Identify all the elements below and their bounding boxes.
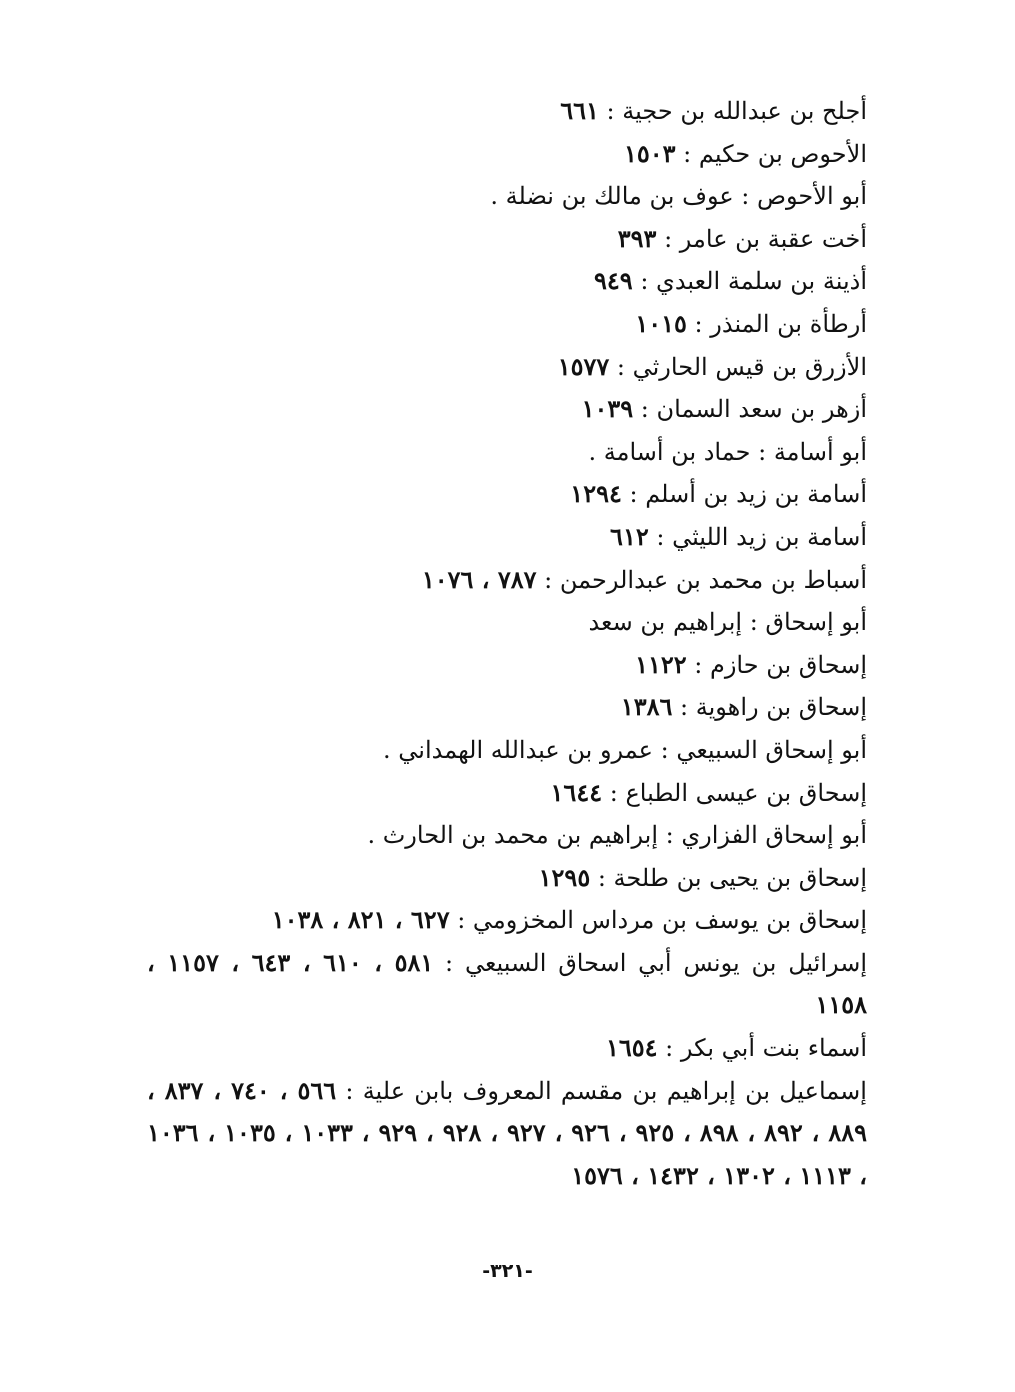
index-entry-list (147, 90, 867, 1197)
entry-name: إسحاق بن يوسف بن مرداس المخزومي (472, 906, 867, 935)
entry-name: الأحوص بن حكيم (698, 139, 867, 168)
entry-separator: : (658, 821, 682, 850)
entry-name: أسامة بن زيد بن أسلم (645, 480, 867, 509)
index-entry (147, 942, 867, 1027)
entry-page-refs: ١٦٤٤ (550, 777, 603, 807)
entry-page-refs: ١٠٣٩ (581, 394, 634, 424)
entry-page-refs: ١٠١٥ (635, 308, 687, 338)
entry-separator: : (609, 352, 633, 381)
entry-cross-reference: عمرو بن عبدالله الهمداني . (383, 735, 653, 764)
entry-name: أسماء بنت أبي بكر (680, 1034, 867, 1063)
entry-name: أخت عقبة بن عامر (679, 224, 867, 253)
entry-page-refs: ٥٨١ ، ٦١٠ ، ٦٤٣ ، ١١٥٧ ، ١١٥٨ (147, 947, 867, 1020)
entry-separator: : (433, 948, 465, 977)
entry-separator: : (686, 309, 711, 338)
entry-name: إسحاق بن عيسى الطباع (625, 778, 867, 807)
page-number: -٣٢١- (482, 1260, 533, 1282)
entry-cross-reference: إبراهيم بن محمد بن الحارث . (367, 821, 659, 850)
entry-name: أبو أسامة (773, 437, 867, 466)
entry-page-refs: ١٥٠٣ (623, 138, 676, 168)
index-entry (147, 729, 867, 772)
entry-name: أبو إسحاق (765, 608, 867, 637)
entry-cross-reference: إبراهيم بن سعد (588, 608, 743, 637)
entry-name: أذينة بن سلمة العبدي (656, 267, 867, 296)
index-entry (147, 388, 867, 431)
entry-name: أرطأة بن المنذر (710, 309, 867, 338)
entry-name: أسباط بن محمد بن عبدالرحمن (559, 565, 867, 594)
entry-separator: : (750, 437, 774, 466)
entry-name: إسماعيل بن إبراهيم بن مقسم المعروف بابن علية (362, 1076, 867, 1105)
entry-separator: : (590, 863, 614, 892)
entry-page-refs: ١٢٩٥ (538, 862, 591, 892)
entry-page-refs: ١٢٩٤ (570, 479, 622, 509)
index-entry (147, 644, 867, 687)
index-entry (147, 899, 867, 942)
entry-page-refs: ٥٦٦ ، ٧٤٠ ، ٨٣٧ ، ٨٨٩ ، ٨٩٢ ، ٨٩٨ ، ٩٢٥ ، ٩٢٦ ، ٩٢٧ ، ٩٢٨ ، ٩٢٩ ، ١٠٣٣ ، ١٠٣٥ ، ١٠٣٦ ، ١١١٣ ، ١٣٠٢ ، ١٤٣٢ ، ١٥٧٦ (147, 1075, 867, 1190)
entry-page-refs: ١٣٨٦ (620, 692, 673, 722)
index-entry (147, 857, 867, 900)
index-entry (147, 814, 867, 857)
entry-cross-reference: عوف بن مالك بن نضلة . (490, 182, 734, 211)
index-entry (147, 686, 867, 729)
index-entry (147, 175, 867, 218)
entry-cross-reference: حماد بن أسامة . (588, 437, 751, 466)
entry-name: إسحاق بن حازم (709, 650, 867, 679)
entry-page-refs: ٧٨٧ ، ١٠٧٦ (421, 564, 537, 594)
index-entry (147, 346, 867, 389)
entry-page-refs: ١١٢٢ (635, 649, 687, 679)
index-entry (147, 218, 867, 261)
entry-separator: : (652, 735, 677, 764)
entry-name: أجلح بن عبدالله بن حجية (622, 97, 867, 125)
entry-separator: : (336, 1076, 363, 1105)
entry-page-refs: ١٥٧٧ (557, 351, 610, 381)
entry-separator: : (733, 182, 758, 211)
index-entry (147, 90, 867, 133)
entry-separator: : (672, 693, 696, 722)
index-entry (147, 772, 867, 815)
index-entry (147, 260, 867, 303)
entry-separator: : (536, 565, 560, 594)
entry-name: الأزرق بن قيس الحارثي (632, 352, 867, 381)
entry-separator: : (657, 1034, 681, 1063)
index-entry (147, 431, 867, 474)
entry-name: أبو إسحاق السبيعي (676, 735, 867, 764)
index-entry (147, 1027, 867, 1070)
index-entry (147, 473, 867, 516)
index-entry (147, 601, 867, 644)
entry-name: أسامة بن زيد الليثي (672, 522, 867, 551)
entry-separator: : (602, 778, 626, 807)
entry-page-refs: ٦٢٧ ، ٨٢١ ، ١٠٣٨ (271, 905, 450, 935)
entry-separator: : (449, 906, 473, 935)
entry-page-refs: ٣٩٣ (617, 223, 657, 253)
index-entry (147, 516, 867, 559)
entry-name: إسرائيل بن يونس أبي اسحاق السبيعي (464, 948, 868, 977)
index-entry (147, 1070, 867, 1198)
entry-separator: : (621, 480, 646, 509)
entry-name: أبو الأحوص (757, 182, 867, 211)
entry-separator: : (648, 522, 673, 551)
entry-separator: : (633, 395, 657, 424)
entry-page-refs: ٩٤٩ (594, 266, 633, 296)
entry-name: إسحاق بن راهوية (695, 693, 867, 722)
entry-separator: : (675, 139, 699, 168)
entry-page-refs: ٦٦١ (560, 96, 599, 125)
entry-separator: : (686, 650, 710, 679)
index-entry (147, 133, 867, 176)
entry-separator: : (656, 224, 680, 253)
index-entry (147, 303, 867, 346)
entry-separator: : (598, 97, 623, 125)
entry-separator: : (632, 267, 657, 296)
entry-page-refs: ٦١٢ (610, 521, 649, 551)
index-entry (147, 559, 867, 602)
entry-separator: : (742, 608, 766, 637)
entry-name: أزهر بن سعد السمان (656, 395, 867, 424)
entry-name: أبو إسحاق الفزاري (681, 821, 867, 850)
entry-page-refs: ١٦٥٤ (605, 1033, 658, 1063)
entry-name: إسحاق بن يحيى بن طلحة (613, 863, 867, 892)
